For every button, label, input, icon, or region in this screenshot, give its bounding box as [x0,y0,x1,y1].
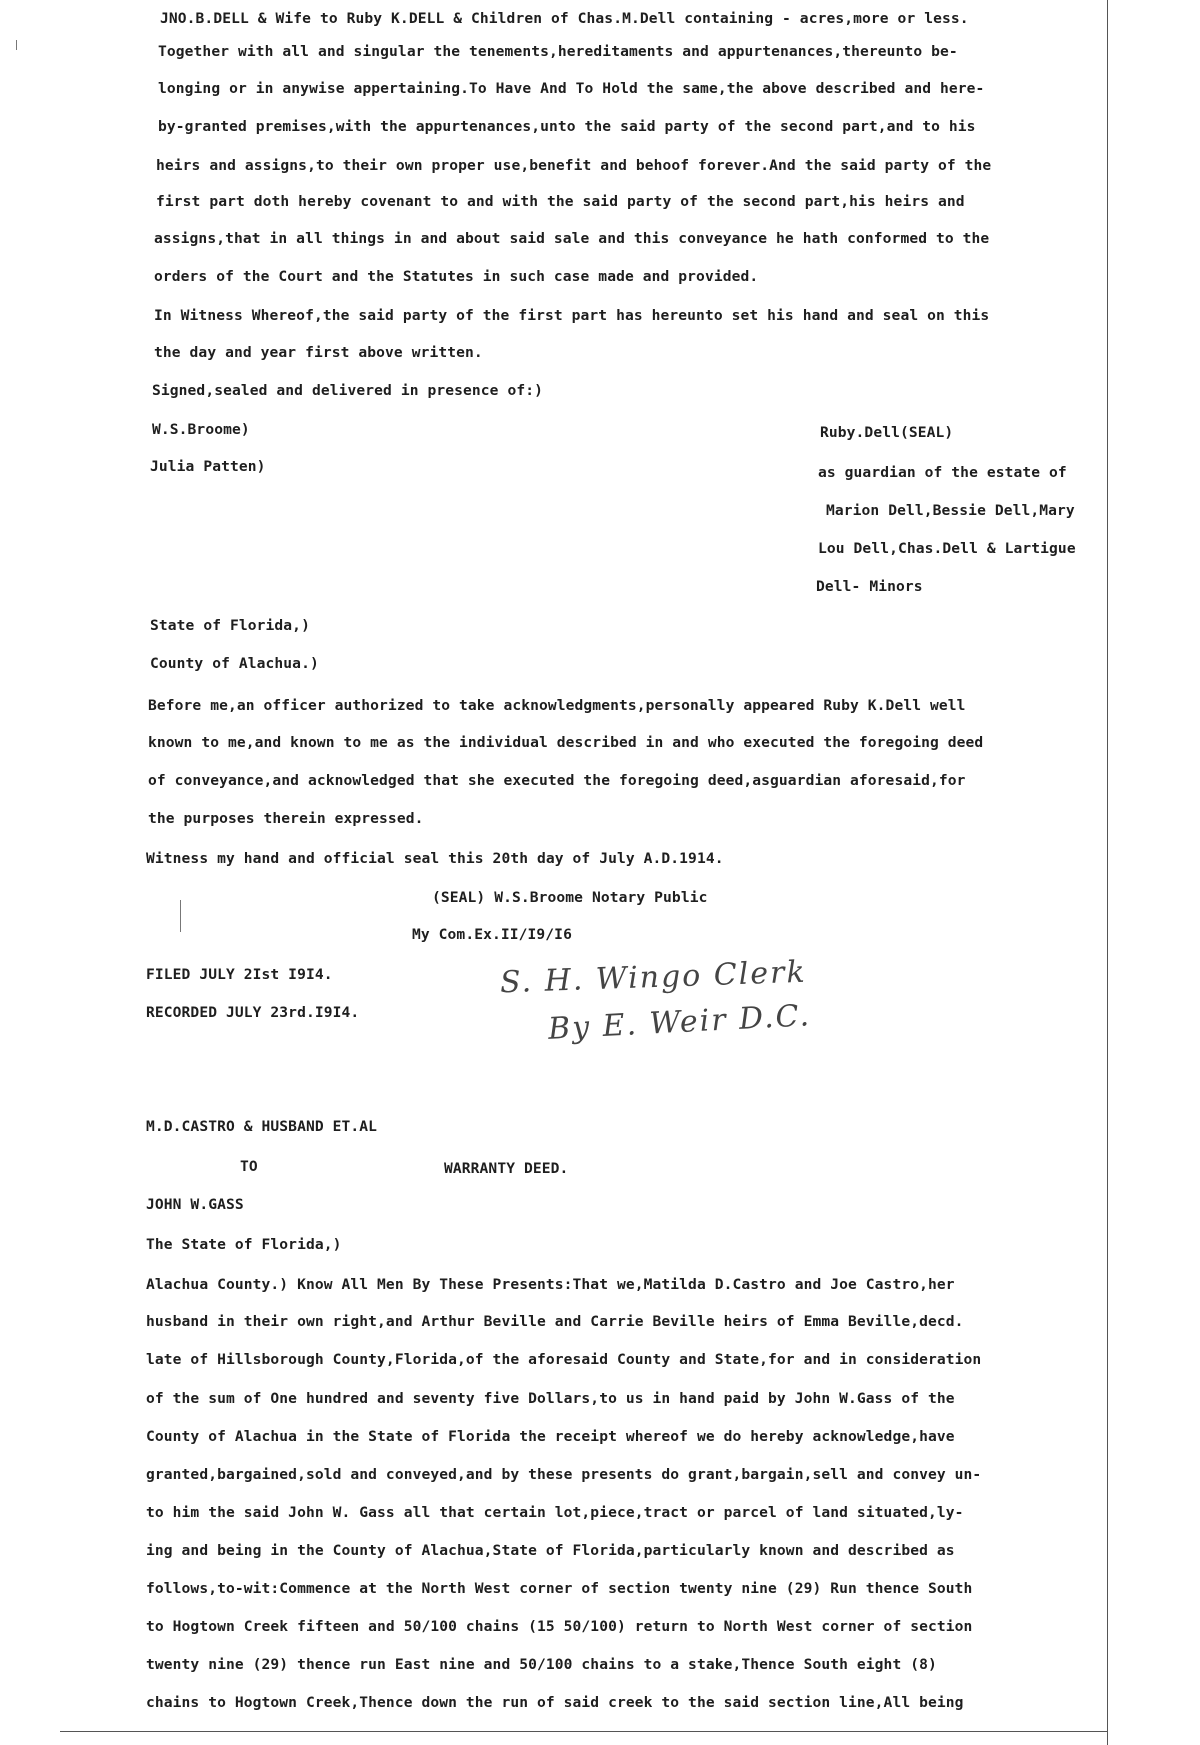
ack-line: the purposes therein expressed. [148,810,424,827]
grantor-signature: Ruby.Dell(SEAL) [820,424,954,441]
notary-commission: My Com.Ex.II/I9/I6 [412,926,572,943]
recorded-date: RECORDED JULY 23rd.I9I4. [146,1004,360,1021]
ack-county: County of Alachua.) [150,655,319,672]
ack-line: known to me,and known to me as the individual described in and who executed the foregoing deed [148,734,984,751]
deed-2-line: late of Hillsborough County,Florida,of the aforesaid County and State,for and in consideration [146,1351,982,1368]
deed-1-line: assigns,that in all things in and about said sale and this conveyance he hath conformed to the [154,230,990,247]
grantor-wards: Dell- Minors [816,578,923,595]
margin-mark [16,40,17,50]
notary-seal: (SEAL) W.S.Broome Notary Public [432,889,708,906]
grantor-wards: Lou Dell,Chas.Dell & Lartigue [818,540,1076,557]
deed-1-line: In Witness Whereof,the said party of the first part has hereunto set his hand and seal on this [154,307,990,324]
ack-line: Before me,an officer authorized to take acknowledgments,personally appeared Ruby K.Dell well [148,697,966,714]
deed-2-line: County of Alachua in the State of Florida the receipt whereof we do hereby acknowledge,have [146,1428,955,1445]
deed-2-line: granted,bargained,sold and conveyed,and by these presents do grant,bargain,sell and convey un- [146,1466,982,1483]
page-right-border [1107,0,1108,1745]
deed-1-line: heirs and assigns,to their own proper use,benefit and behoof forever.And the said party of the [156,157,992,174]
deed-1-line: Signed,sealed and delivered in presence of:) [152,382,543,399]
witness-name: Julia Patten) [150,458,266,475]
page-bottom-border [60,1731,1108,1732]
deed-2-grantee: JOHN W.GASS [146,1196,244,1213]
deed-1-line: the day and year first above written. [154,344,483,361]
margin-mark [180,900,181,932]
deed-1-line: JNO.B.DELL & Wife to Ruby K.DELL & Children of Chas.M.Dell containing - acres,more or less. [160,10,969,27]
deed-2-line: ing and being in the County of Alachua,State of Florida,particularly known and described as [146,1542,955,1559]
deed-2-line: twenty nine (29) thence run East nine and 50/100 chains to a stake,Thence South eight (8) [146,1656,937,1673]
ack-line: of conveyance,and acknowledged that she executed the foregoing deed,asguardian aforesaid,for [148,772,966,789]
ack-witness-line: Witness my hand and official seal this 20th day of July A.D.1914. [146,850,724,867]
deputy-clerk-signature: By E. Weir D.C. [547,998,812,1047]
deed-1-line: first part doth hereby covenant to and with the said party of the second part,his heirs and [156,193,965,210]
deed-2-title: WARRANTY DEED. [444,1160,569,1177]
deed-1-line: by-granted premises,with the appurtenances,unto the said party of the second part,and to his [158,118,976,135]
deed-2-parties: M.D.CASTRO & HUSBAND ET.AL [146,1118,378,1135]
deed-2-state: The State of Florida,) [146,1236,342,1253]
deed-2-line: to him the said John W. Gass all that certain lot,piece,tract or parcel of land situated,ly- [146,1504,964,1521]
grantor-capacity: as guardian of the estate of [818,464,1067,481]
deed-2-line: Alachua County.) Know All Men By These Presents:That we,Matilda D.Castro and Joe Castro,her [146,1276,955,1293]
deed-2-line: chains to Hogtown Creek,Thence down the run of said creek to the said section line,All being [146,1694,964,1711]
ack-state: State of Florida,) [150,617,310,634]
witness-name: W.S.Broome) [152,421,250,438]
clerk-signature: S. H. Wingo Clerk [499,954,808,1001]
deed-2-line: of the sum of One hundred and seventy five Dollars,to us in hand paid by John W.Gass of the [146,1390,955,1407]
deed-2-line: to Hogtown Creek fifteen and 50/100 chains (15 50/100) return to North West corner of section [146,1618,973,1635]
deed-2-line: follows,to-wit:Commence at the North West corner of section twenty nine (29) Run thence South [146,1580,973,1597]
deed-2-line: husband in their own right,and Arthur Beville and Carrie Beville heirs of Emma Beville,decd. [146,1313,964,1330]
grantor-wards: Marion Dell,Bessie Dell,Mary [826,502,1075,519]
deed-1-line: longing or in anywise appertaining.To Have And To Hold the same,the above described and here- [158,80,985,97]
deed-2-to: TO [240,1158,258,1175]
deed-1-line: orders of the Court and the Statutes in such case made and provided. [154,268,759,285]
deed-1-line: Together with all and singular the tenements,hereditaments and appurtenances,thereunto be- [158,43,958,60]
filed-date: FILED JULY 2Ist I9I4. [146,966,333,983]
